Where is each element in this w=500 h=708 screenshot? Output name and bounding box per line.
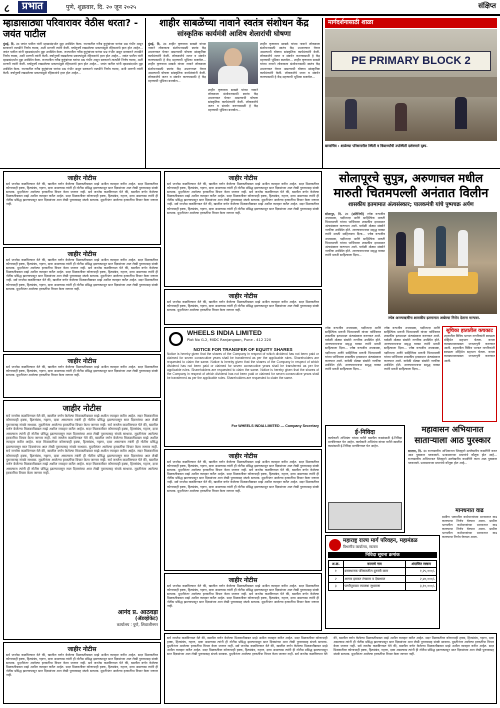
lead-story-body: ज्येष्ठ वन्यजीव अभ्यासक, पक्षीतज्ज्ञ आणि साहित्यिक मारुती चितमपल्ली यांच्या पार्थिवावर शासकीय इतमामात अंत्यसंस्कार करण्यात आले. यावेळी मोठ्या संख्येने नागरिक उपस्थित होते. अरण्यवाचनाचा समृद्ध वारसा त्यांनी मराठी साहित्याला दिला...: [325, 212, 385, 237]
center-story-body-repeat: शाहीर कृष्णराव साबळे यांच्या नावाने लोककला संशोधनासाठी स्वतंत्र केंद्र उभारण्यात येणार असल्याची घोषणा सांस्कृतिक कार्यमंत्र्यांनी केली. लोककलेचे जतन व संवर्धन करण्यासाठी हे केंद्र महत्त्वाची भूमिका बजावेल...: [148, 62, 206, 83]
page-number: ८: [4, 2, 10, 15]
funeral-photo-caption: ज्येष्ठ अरण्यऋषींना शासकीय इतमामात अखेरचा निरोप देताना मान्यवर.: [388, 316, 481, 320]
top-story-headline: म्हाडासाठ्या परिवारावर वेठीस धरता? - जयंत पाटील: [3, 18, 138, 40]
small-story-body-b: ग्रामीण भागातील कर्मचाऱ्यांच्या मानधनात वाढ करण्याचा निर्णय घेण्यात आला.: [442, 519, 497, 532]
right-photo-top-caption: मार्गदर्शनासाठी शाळा: [325, 18, 497, 28]
middle-notice-3: [164, 449, 322, 571]
wheels-sign: For WHEELS INDIA LIMITED — Company Secretary: [231, 423, 319, 428]
msrtc-org: महाराष्ट्र राज्य मार्ग परिवहन, महामंडळ: [343, 538, 418, 544]
notice-5-body: सर्व जनतेस कळविण्यात येते की, खालील वर्णन केलेल्या मिळकतीबाबत माझे अशील व्यवहार करीत आहेत. सदर मिळकतीवर कोणाचाही हक्क, हितसंबंध, गहाण, दावा असल्यास त्यांनी ही नोटीस प्रसिद्ध झाल्यापासून सात दिवसांच्या आत लेखी पुराव्यासह संपर्क साधावा. मुदतीनंतर आलेल्या हरकतींचा विचार केला जाणार नाही.: [6, 653, 158, 666]
mahavasan-body-b: राज्यस्तरीय अभियानात जिल्ह्याने उल्लेखनीय कामगिरी करत आठ पुरस्कार पटकावले. प्रशासनाच्या प्रयत्नांचे कौतुक होत आहे...: [408, 457, 497, 466]
sidebar-story-body: शहरातील विविध भागात नागरिकांनी स्वच्छता मोहिमेत सहभाग घेतला. कचरा व्यवस्थापनाबाबत जनजागृती करण्यात आली.: [444, 334, 495, 351]
top-story-dateline: मुंबई, दि. २०: [3, 42, 20, 46]
table-row: [329, 583, 437, 590]
lead-story-body-b: ज्येष्ठ वन्यजीव अभ्यासक, पक्षीतज्ज्ञ आणि साहित्यिक मारुती चितमपल्ली यांच्या पार्थिवावर शासकीय इतमामात अंत्यसंस्कार करण्यात आले. यावेळी मोठ्या संख्येने नागरिक उपस्थित होते. अरण्यवाचनाचा समृद्ध वारसा त्यांनी मराठी साहित्याला दिला...: [325, 232, 385, 257]
wheels-address: Plot No G-2, MIDC Ranjangaon, Pune - 412 220: [187, 338, 272, 342]
middle-notice-4-body-b: सर्व जनतेस कळविण्यात येते की, खालील वर्णन केलेल्या मिळकतीबाबत माझे अशील व्यवहार करीत आहेत. सदर मिळकतीवर कोणाचाही हक्क, हितसंबंध, गहाण, दावा असल्यास त्यांनी ही नोटीस प्रसिद्ध झाल्यापासून सात दिवसांच्या आत लेखी पुराव्यासह संपर्क साधावा. मुदतीनंतर आलेल्या हरकतींचा विचार केला जाणार नाही.: [167, 592, 319, 609]
school-photo: [325, 29, 497, 141]
portrait-photo: [208, 42, 258, 84]
notice-2: [3, 247, 161, 352]
top-story-body-repeat-2: जयंत पाटील यांनी म्हाडासंदर्भात मुद्दा उपस्थित केला. राज्यातील गरीब कुटुंबांच्या घरांचा प्रश्न गंभीर असून सरकारने तातडीने निर्णय घ्यावा, अशी मागणी त्यांनी केली. वर्षानुवर्षे रखडलेल्या प्रकल्पांमुळे रहिवाशांचे हाल होत आहेत...: [3, 54, 143, 67]
middle-notice-1-body-b: सर्व जनतेस कळविण्यात येते की, खालील वर्णन केलेल्या मिळकतीबाबत माझे अशील व्यवहार करीत आहेत. सदर मिळकतीवर कोणाचाही हक्क, हितसंबंध, गहाण, दावा असल्यास त्यांनी ही नोटीस प्रसिद्ध झाल्यापासून सात दिवसांच्या आत लेखी पुराव्यासह संपर्क साधावा. मुदतीनंतर आलेल्या हरकतींचा विचार केला जाणार नाही.: [167, 190, 319, 207]
middle-notice-1-title: जाहीर नोटीस: [228, 175, 258, 182]
notice-3: [3, 354, 161, 398]
top-story-body: जयंत पाटील यांनी म्हाडासंदर्भात मुद्दा उपस्थित केला. राज्यातील गरीब कुटुंबांच्या घरांचा प्रश्न गंभीर असून सरकारने तातडीने निर्णय घ्यावा, अशी मागणी त्यांनी केली. वर्षानुवर्षे रखडलेल्या प्रकल्पांमुळे रहिवाशांचे हाल होत आहेत...: [3, 42, 143, 51]
table-row: [329, 568, 437, 575]
center-story-body-col3: शाहीर कृष्णराव साबळे यांच्या नावाने लोककला संशोधनासाठी स्वतंत्र केंद्र उभारण्यात येणार असल्याची घोषणा सांस्कृतिक कार्यमंत्र्यांनी केली. लोककलेचे जतन व संवर्धन करण्यासाठी हे केंद्र महत्त्वाची भूमिका बजावेल...: [260, 42, 320, 63]
lead-story-dateline: सोलापूर, दि. २० (प्रतिनिधी): [325, 212, 365, 216]
wheels-title: NOTICE FOR TRANSFER OF EQUITY SHARES: [193, 346, 293, 352]
lead-story-headline-2: मारुती चितमपल्ली अनंतात विलीन: [333, 185, 489, 200]
section-label: संक्षिप्त: [478, 2, 496, 10]
notice-3-title: जाहीर नोटीस: [67, 358, 97, 365]
small-story-body-c: ग्रामीण भागातील कर्मचाऱ्यांच्या मानधनात वाढ करण्याचा निर्णय घेण्यात आला.: [442, 527, 497, 540]
tender-logo: [328, 502, 402, 530]
tender-box: [325, 425, 405, 533]
notice-2-body-c: सर्व जनतेस कळविण्यात येते की, खालील वर्णन केलेल्या मिळकतीबाबत माझे अशील व्यवहार करीत आहेत. सदर मिळकतीवर कोणाचाही हक्क, हितसंबंध, गहाण, दावा असल्यास त्यांनी ही नोटीस प्रसिद्ध झाल्यापासून सात दिवसांच्या आत लेखी पुराव्यासह संपर्क साधावा. मुदतीनंतर आलेल्या हरकतींचा विचार केला जाणार नाही.: [6, 278, 158, 291]
table-cell: १,२५,०००/-: [406, 568, 437, 575]
top-story-body-repeat: जयंत पाटील यांनी म्हाडासंदर्भात मुद्दा उपस्थित केला. राज्यातील गरीब कुटुंबांच्या घरांचा प्रश्न गंभीर असून सरकारने तातडीने निर्णय घ्यावा, अशी मागणी त्यांनी केली. वर्षानुवर्षे रखडलेल्या प्रकल्पांमुळे रहिवाशांचे हाल होत आहेत...: [3, 50, 143, 59]
masthead-date: पुणे, शुक्रवार, दि. २० जून २०२५: [66, 4, 137, 11]
bottom-wide-body-b: सर्व जनतेस कळविण्यात येते की, खालील वर्णन केलेल्या मिळकतीबाबत माझे अशील व्यवहार करीत आहेत. सदर मिळकतीवर कोणाचाही हक्क, हितसंबंध, गहाण, दावा असल्यास त्यांनी ही नोटीस प्रसिद्ध झाल्यापासून सात दिवसांच्या आत लेखी पुराव्यासह संपर्क साधावा. मुदतीनंतर आलेल्या हरकतींचा विचार केला जाणार नाही.: [167, 644, 328, 657]
notice-1: [3, 171, 161, 245]
notice-2-body: सर्व जनतेस कळविण्यात येते की, खालील वर्णन केलेल्या मिळकतीबाबत माझे अशील व्यवहार करीत आहेत. सदर मिळकतीवर कोणाचाही हक्क, हितसंबंध, गहाण, दावा असल्यास त्यांनी ही नोटीस प्रसिद्ध झाल्यापासून सात दिवसांच्या आत लेखी पुराव्यासह संपर्क साधावा. मुदतीनंतर आलेल्या हरकतींचा विचार केला जाणार नाही.: [6, 258, 158, 271]
table-row: [329, 575, 437, 582]
small-story-body: ग्रामीण भागातील कर्मचाऱ्यांच्या मानधनात वाढ करण्याचा निर्णय घेण्यात आला.: [442, 515, 497, 524]
middle-notice-3-body-b: सर्व जनतेस कळविण्यात येते की, खालील वर्णन केलेल्या मिळकतीबाबत माझे अशील व्यवहार करीत आहेत. सदर मिळकतीवर कोणाचाही हक्क, हितसंबंध, गहाण, दावा असल्यास त्यांनी ही नोटीस प्रसिद्ध झाल्यापासून सात दिवसांच्या आत लेखी पुराव्यासह संपर्क साधावा. मुदतीनंतर आलेल्या हरकतींचा विचार केला जाणार नाही.: [167, 468, 319, 485]
notice-4-body-d: सर्व जनतेस कळविण्यात येते की, खालील वर्णन केलेल्या मिळकतीबाबत माझे अशील व्यवहार करीत आहेत. सदर मिळकतीवर कोणाचाही हक्क, हितसंबंध, गहाण, दावा असल्यास त्यांनी ही नोटीस प्रसिद्ध झाल्यापासून सात दिवसांच्या आत लेखी पुराव्यासह संपर्क साधावा. मुदतीनंतर आलेल्या हरकतींचा विचार केला जाणार नाही.: [6, 449, 158, 463]
notice-4-body: सर्व जनतेस कळविण्यात येते की, खालील वर्णन केलेल्या मिळकतीबाबत माझे अशील व्यवहार करीत आहेत. सदर मिळकतीवर कोणाचाही हक्क, हितसंबंध, गहाण, दावा असल्यास त्यांनी ही नोटीस प्रसिद्ध झाल्यापासून सात दिवसांच्या आत लेखी पुराव्यासह संपर्क साधावा. मुदतीनंतर आलेल्या हरकतींचा विचार केला जाणार नाही.: [6, 414, 158, 427]
notice-5-body-b: सर्व जनतेस कळविण्यात येते की, खालील वर्णन केलेल्या मिळकतीबाबत माझे अशील व्यवहार करीत आहेत. सदर मिळकतीवर कोणाचाही हक्क, हितसंबंध, गहाण, दावा असल्यास त्यांनी ही नोटीस प्रसिद्ध झाल्यापासून सात दिवसांच्या आत लेखी पुराव्यासह संपर्क साधावा. मुदतीनंतर आलेल्या हरकतींचा विचार केला जाणार नाही.: [6, 661, 158, 678]
wheels-body: Notice is hereby given that the shares of the Company in respect of which dividend has not been paid or claimed for seven consecutive years shall be transferred as per the applicable rules. Shareholders are requested to claim the same.: [167, 351, 319, 364]
top-story: [3, 18, 143, 166]
middle-notice-4-title: जाहीर नोटीस: [228, 577, 258, 584]
notice-4: [3, 400, 161, 640]
notice-signature-name: आनंद प्र. आठवड़ा: [117, 609, 158, 616]
middle-notice-3-title: जाहीर नोटीस: [228, 453, 258, 460]
lead-story-body-col1: ज्येष्ठ वन्यजीव अभ्यासक, पक्षीतज्ज्ञ आणि साहित्यिक मारुती चितमपल्ली यांच्या पार्थिवावर शासकीय इतमामात अंत्यसंस्कार करण्यात आले. यावेळी मोठ्या संख्येने नागरिक उपस्थित होते. अरण्यवाचनाचा समृद्ध वारसा त्यांनी मराठी साहित्याला दिला...: [325, 326, 381, 351]
wheels-body-c: Notice is hereby given that the shares of the Company in respect of which dividend has not been paid or claimed for seven consecutive years shall be transferred as per the applicable rules. Shareholders are requested to claim the same.: [167, 367, 319, 381]
sidebar-story: [442, 326, 497, 422]
msrtc-col-amount: अंदाजित रक्कम: [406, 561, 437, 568]
notice-1-body: सर्व जनतेस कळविण्यात येते की, खालील वर्णन केलेल्या मिळकतीबाबत माझे अशील व्यवहार करीत आहेत. सदर मिळकतीवर कोणाचाही हक्क, हितसंबंध, गहाण, दावा असल्यास त्यांनी ही नोटीस प्रसिद्ध झाल्यापासून सात दिवसांच्या आत लेखी पुराव्यासह संपर्क साधावा. मुदतीनंतर आलेल्या हरकतींचा विचार केला जाणार नाही.: [6, 182, 158, 195]
center-story-dateline: मुंबई, दि. २०: [148, 42, 167, 46]
masthead: [0, 0, 500, 16]
msrtc-ad: [325, 535, 440, 629]
center-story-body-col3b: शाहीर कृष्णराव साबळे यांच्या नावाने लोककला संशोधनासाठी स्वतंत्र केंद्र उभारण्यात येणार असल्याची घोषणा सांस्कृतिक कार्यमंत्र्यांनी केली. लोककलेचे जतन व संवर्धन करण्यासाठी हे केंद्र महत्त्वाची भूमिका बजावेल...: [260, 58, 320, 79]
bottom-wide-body: सर्व जनतेस कळविण्यात येते की, खालील वर्णन केलेल्या मिळकतीबाबत माझे अशील व्यवहार करीत आहेत. सदर मिळकतीवर कोणाचाही हक्क, हितसंबंध, गहाण, दावा असल्यास त्यांनी ही नोटीस प्रसिद्ध झाल्यापासून सात दिवसांच्या आत लेखी पुराव्यासह संपर्क साधावा. मुदतीनंतर आलेल्या हरकतींचा विचार केला जाणार नाही.: [167, 636, 328, 649]
notice-2-body-b: सर्व जनतेस कळविण्यात येते की, खालील वर्णन केलेल्या मिळकतीबाबत माझे अशील व्यवहार करीत आहेत. सदर मिळकतीवर कोणाचाही हक्क, हितसंबंध, गहाण, दावा असल्यास त्यांनी ही नोटीस प्रसिद्ध झाल्यापासून सात दिवसांच्या आत लेखी पुराव्यासह संपर्क साधावा. मुदतीनंतर आलेल्या हरकतींचा विचार केला जाणार नाही.: [6, 266, 158, 283]
center-story-headline: शाहीर साबळेंच्या नावाने स्वतंत्र संशोधन केंद्र: [159, 18, 309, 29]
funeral-photo: [388, 212, 497, 314]
center-story-body-col2: शाहीर कृष्णराव साबळे यांच्या नावाने लोककला संशोधनासाठी स्वतंत्र केंद्र उभारण्यात येणार असल्याची घोषणा सांस्कृतिक कार्यमंत्र्यांनी केली. लोककलेचे जतन व संवर्धन करण्यासाठी हे केंद्र महत्त्वाची भूमिका बजावेल...: [208, 88, 258, 113]
wheels-body-b: Notice is hereby given that the shares of the Company in respect of which dividend has not been paid or claimed for seven consecutive years shall be transferred as per the applicable rules. Shareholders are requested to claim the same.: [167, 359, 319, 372]
school-sign: PE PRIMARY BLOCK 2: [331, 51, 491, 71]
middle-notice-1-body: सर्व जनतेस कळविण्यात येते की, खालील वर्णन केलेल्या मिळकतीबाबत माझे अशील व्यवहार करीत आहेत. सदर मिळकतीवर कोणाचाही हक्क, हितसंबंध, गहाण, दावा असल्यास त्यांनी ही नोटीस प्रसिद्ध झाल्यापासून सात दिवसांच्या आत लेखी पुराव्यासह संपर्क साधावा. मुदतीनंतर आलेल्या हरकतींचा विचार केला जाणार नाही.: [167, 182, 319, 195]
table-cell: १: [329, 568, 344, 575]
wheels-notice: [164, 327, 322, 447]
right-photo-block: [325, 18, 497, 168]
middle-notice-1-body-c: सर्व जनतेस कळविण्यात येते की, खालील वर्णन केलेल्या मिळकतीबाबत माझे अशील व्यवहार करीत आहेत. सदर मिळकतीवर कोणाचाही हक्क, हितसंबंध, गहाण, दावा असल्यास त्यांनी ही नोटीस प्रसिद्ध झाल्यापासून सात दिवसांच्या आत लेखी पुराव्यासह संपर्क साधावा. मुदतीनंतर आलेल्या हरकतींचा विचार केला जाणार नाही.: [167, 202, 319, 215]
msrtc-col-work: कामाचे नाव: [343, 561, 406, 568]
tender-body-b: कार्यकारी अभियंता यांच्या वतीने खालील कामांसाठी ई-निविदा मागविण्यात येत आहेत.: [328, 440, 402, 449]
mahavasan-body: राज्यस्तरीय अभियानात जिल्ह्याने उल्लेखनीय कामगिरी करत आठ पुरस्कार पटकावले. प्रशासनाच्या प्रयत्नांचे कौतुक होत आहे...: [408, 449, 497, 458]
mahavasan-dateline: सातारा, दि. २०: [408, 449, 427, 453]
notice-signature-role: (ॲडव्होकेट): [135, 616, 158, 622]
msrtc-logo: [329, 539, 341, 551]
middle-notice-2-body: सर्व जनतेस कळविण्यात येते की, खालील वर्णन केलेल्या मिळकतीबाबत माझे अशील व्यवहार करीत आहेत. सदर मिळकतीवर कोणाचाही हक्क, हितसंबंध, गहाण, दावा असल्यास त्यांनी ही नोटीस प्रसिद्ध झाल्यापासून सात दिवसांच्या आत लेखी पुराव्यासह संपर्क साधावा. मुदतीनंतर आलेल्या हरकतींचा विचार केला जाणार नाही.: [167, 300, 319, 313]
notice-4-body-c: सर्व जनतेस कळविण्यात येते की, खालील वर्णन केलेल्या मिळकतीबाबत माझे अशील व्यवहार करीत आहेत. सदर मिळकतीवर कोणाचाही हक्क, हितसंबंध, गहाण, दावा असल्यास त्यांनी ही नोटीस प्रसिद्ध झाल्यापासून सात दिवसांच्या आत लेखी पुराव्यासह संपर्क साधावा. मुदतीनंतर आलेल्या हरकतींचा विचार केला जाणार नाही.: [6, 436, 158, 449]
bottom-wide-notice: [164, 633, 497, 704]
right-photo-caption: छायाचित्र : शाळेच्या परिसरातील स्थिती व विद्यार्थ्यांची उपस्थिती दर्शवणारे दृश्य.: [325, 144, 428, 148]
notice-signature-address: कार्यालय : पुणे, शिवाजीनगर: [116, 622, 158, 627]
tender-body: कार्यकारी अभियंता यांच्या वतीने खालील कामांसाठी ई-निविदा मागविण्यात येत आहेत.: [328, 436, 402, 445]
table-cell: पाणीपुरवठा व्यवस्था सुधारणा: [343, 583, 406, 590]
middle-notice-2-title: जाहीर नोटीस: [228, 293, 258, 300]
table-cell: ३: [329, 583, 344, 590]
lead-story-headline-1: सोलापूरचे सुपुत्र, अरुणाचल मधील: [339, 171, 483, 185]
msrtc-title: निविदा सूचना क्रमांक: [328, 552, 437, 558]
lead-story-subhead: शासकीय इतमामात अंत्यसंस्कार; पालकमंत्री यांचे पुष्पचक्र अर्पण: [348, 202, 474, 208]
tender-title: ई-निविदा: [355, 429, 375, 436]
notice-5: [3, 642, 161, 704]
notice-4-body-b: सर्व जनतेस कळविण्यात येते की, खालील वर्णन केलेल्या मिळकतीबाबत माझे अशील व्यवहार करीत आहेत. सदर मिळकतीवर कोणाचाही हक्क, हितसंबंध, गहाण, दावा असल्यास त्यांनी ही नोटीस प्रसिद्ध झाल्यापासून सात दिवसांच्या आत लेखी पुराव्यासह संपर्क साधावा. मुदतीनंतर आलेल्या हरकतींचा विचार केला जाणार नाही.: [6, 422, 158, 441]
msrtc-sub: विभागीय कार्यालय, सातारा: [343, 545, 378, 549]
lead-story-body-col2b: ज्येष्ठ वन्यजीव अभ्यासक, पक्षीतज्ज्ञ आणि साहित्यिक मारुती चितमपल्ली यांच्या पार्थिवावर शासकीय इतमामात अंत्यसंस्कार करण्यात आले. यावेळी मोठ्या संख्येने नागरिक उपस्थित होते. अरण्यवाचनाचा समृद्ध वारसा त्यांनी मराठी साहित्याला दिला...: [384, 346, 440, 371]
bottom-wide-body-c: सर्व जनतेस कळविण्यात येते की, खालील वर्णन केलेल्या मिळकतीबाबत माझे अशील व्यवहार करीत आहेत. सदर मिळकतीवर कोणाचाही हक्क, हितसंबंध, गहाण, दावा असल्यास त्यांनी ही नोटीस प्रसिद्ध झाल्यापासून सात दिवसांच्या आत लेखी पुराव्यासह संपर्क साधावा. मुदतीनंतर आलेल्या हरकतींचा विचार केला जाणार नाही.: [294, 636, 494, 657]
sidebar-story-body-b: शहरातील विविध भागात नागरिकांनी स्वच्छता मोहिमेत सहभाग घेतला. कचरा व्यवस्थापनाबाबत जनजागृती करण्यात आली.: [444, 346, 495, 363]
msrtc-col-no: अ.क्र.: [329, 561, 344, 568]
small-story: [442, 508, 497, 626]
wheels-company: WHEELS INDIA LIMITED: [187, 330, 262, 337]
bottom-wide-body-d: सर्व जनतेस कळविण्यात येते की, खालील वर्णन केलेल्या मिळकतीबाबत माझे अशील व्यवहार करीत आहेत. सदर मिळकतीवर कोणाचाही हक्क, हितसंबंध, गहाण, दावा असल्यास त्यांनी ही नोटीस प्रसिद्ध झाल्यापासून सात दिवसांच्या आत लेखी पुराव्यासह संपर्क साधावा. मुदतीनंतर आलेल्या हरकतींचा विचार केला जाणार नाही.: [333, 644, 494, 657]
middle-notice-3-body: सर्व जनतेस कळविण्यात येते की, खालील वर्णन केलेल्या मिळकतीबाबत माझे अशील व्यवहार करीत आहेत. सदर मिळकतीवर कोणाचाही हक्क, हितसंबंध, गहाण, दावा असल्यास त्यांनी ही नोटीस प्रसिद्ध झाल्यापासून सात दिवसांच्या आत लेखी पुराव्यासह संपर्क साधावा. मुदतीनंतर आलेल्या हरकतींचा विचार केला जाणार नाही.: [167, 460, 319, 473]
wheels-logo: [169, 332, 183, 346]
middle-notice-4: [164, 573, 322, 631]
center-story-subhead: सांस्कृतिक कार्यमंत्री आशिष शेलारांची घोषणा: [177, 30, 291, 38]
lead-story-body-col2: ज्येष्ठ वन्यजीव अभ्यासक, पक्षीतज्ज्ञ आणि साहित्यिक मारुती चितमपल्ली यांच्या पार्थिवावर शासकीय इतमामात अंत्यसंस्कार करण्यात आले. यावेळी मोठ्या संख्येने नागरिक उपस्थित होते. अरण्यवाचनाचा समृद्ध वारसा त्यांनी मराठी साहित्याला दिला...: [384, 326, 440, 351]
table-cell: २: [329, 575, 344, 582]
table-cell: ३,१०,०००/-: [406, 583, 437, 590]
top-story-body-repeat-3: जयंत पाटील यांनी म्हाडासंदर्भात मुद्दा उपस्थित केला. राज्यातील गरीब कुटुंबांच्या घरांचा प्रश्न गंभीर असून सरकारने तातडीने निर्णय घ्यावा, अशी मागणी त्यांनी केली. वर्षानुवर्षे रखडलेल्या प्रकल्पांमुळे रहिवाशांचे हाल होत आहेत...: [3, 62, 143, 75]
table-cell: २,४०,०००/-: [406, 575, 437, 582]
center-story: [148, 18, 320, 168]
notice-1-title: जाहीर नोटीस: [67, 175, 97, 182]
notice-4-body-e: सर्व जनतेस कळविण्यात येते की, खालील वर्णन केलेल्या मिळकतीबाबत माझे अशील व्यवहार करीत आहेत. सदर मिळकतीवर कोणाचाही हक्क, हितसंबंध, गहाण, दावा असल्यास त्यांनी ही नोटीस प्रसिद्ध झाल्यापासून सात दिवसांच्या आत लेखी पुराव्यासह संपर्क साधावा. मुदतीनंतर आलेल्या हरकतींचा विचार केला जाणार नाही.: [6, 458, 158, 476]
masthead-logo: प्रभात: [18, 1, 47, 13]
middle-notice-3-body-c: सर्व जनतेस कळविण्यात येते की, खालील वर्णन केलेल्या मिळकतीबाबत माझे अशील व्यवहार करीत आहेत. सदर मिळकतीवर कोणाचाही हक्क, हितसंबंध, गहाण, दावा असल्यास त्यांनी ही नोटीस प्रसिद्ध झाल्यापासून सात दिवसांच्या आत लेखी पुराव्यासह संपर्क साधावा. मुदतीनंतर आलेल्या हरकतींचा विचार केला जाणार नाही.: [167, 480, 319, 493]
sidebar-story-headline: सूचिका हातातील कचकाट: [446, 328, 493, 334]
middle-notice-4-body: सर्व जनतेस कळविण्यात येते की, खालील वर्णन केलेल्या मिळकतीबाबत माझे अशील व्यवहार करीत आहेत. सदर मिळकतीवर कोणाचाही हक्क, हितसंबंध, गहाण, दावा असल्यास त्यांनी ही नोटीस प्रसिद्ध झाल्यापासून सात दिवसांच्या आत लेखी पुराव्यासह संपर्क साधावा. मुदतीनंतर आलेल्या हरकतींचा विचार केला जाणार नाही.: [167, 584, 319, 597]
table-cell: बसस्थानक परिसरातील दुरुस्ती काम: [343, 568, 406, 575]
table-cell: आगार इमारत रंगकाम व देखभाल: [343, 575, 406, 582]
notice-3-body: सर्व जनतेस कळविण्यात येते की, खालील वर्णन केलेल्या मिळकतीबाबत माझे अशील व्यवहार करीत आहेत. सदर मिळकतीवर कोणाचाही हक्क, हितसंबंध, गहाण, दावा असल्यास त्यांनी ही नोटीस प्रसिद्ध झाल्यापासून सात दिवसांच्या आत लेखी पुराव्यासह संपर्क साधावा. मुदतीनंतर आलेल्या हरकतींचा विचार केला जाणार नाही.: [6, 365, 158, 378]
notice-2-title: जाहीर नोटीस: [67, 251, 97, 258]
notice-4-title: जाहीर नोटीस: [62, 404, 102, 413]
mahavasan-headline-2: साताऱ्याला आठ पुरस्कार: [414, 436, 491, 446]
middle-notice-2: [164, 289, 322, 325]
notice-1-body-b: सर्व जनतेस कळविण्यात येते की, खालील वर्णन केलेल्या मिळकतीबाबत माझे अशील व्यवहार करीत आहेत. सदर मिळकतीवर कोणाचाही हक्क, हितसंबंध, गहाण, दावा असल्यास त्यांनी ही नोटीस प्रसिद्ध झाल्यापासून सात दिवसांच्या आत लेखी पुराव्यासह संपर्क साधावा. मुदतीनंतर आलेल्या हरकतींचा विचार केला जाणार नाही.: [6, 190, 158, 207]
msrtc-table: [328, 560, 437, 591]
middle-notice-1: [164, 171, 322, 287]
notice-5-title: जाहीर नोटीस: [67, 646, 97, 653]
center-story-body: शाहीर कृष्णराव साबळे यांच्या नावाने लोककला संशोधनासाठी स्वतंत्र केंद्र उभारण्यात येणार असल्याची घोषणा सांस्कृतिक कार्यमंत्र्यांनी केली. लोककलेचे जतन व संवर्धन करण्यासाठी हे केंद्र महत्त्वाची भूमिका बजावेल...: [148, 42, 206, 63]
small-story-headline: मानधनात वाढ: [455, 508, 484, 514]
mahavasan-headline-1: महावासन अभियानात: [421, 425, 484, 434]
lead-story-body-col1b: ज्येष्ठ वन्यजीव अभ्यासक, पक्षीतज्ज्ञ आणि साहित्यिक मारुती चितमपल्ली यांच्या पार्थिवावर शासकीय इतमामात अंत्यसंस्कार करण्यात आले. यावेळी मोठ्या संख्येने नागरिक उपस्थित होते. अरण्यवाचनाचा समृद्ध वारसा त्यांनी मराठी साहित्याला दिला...: [325, 346, 381, 371]
